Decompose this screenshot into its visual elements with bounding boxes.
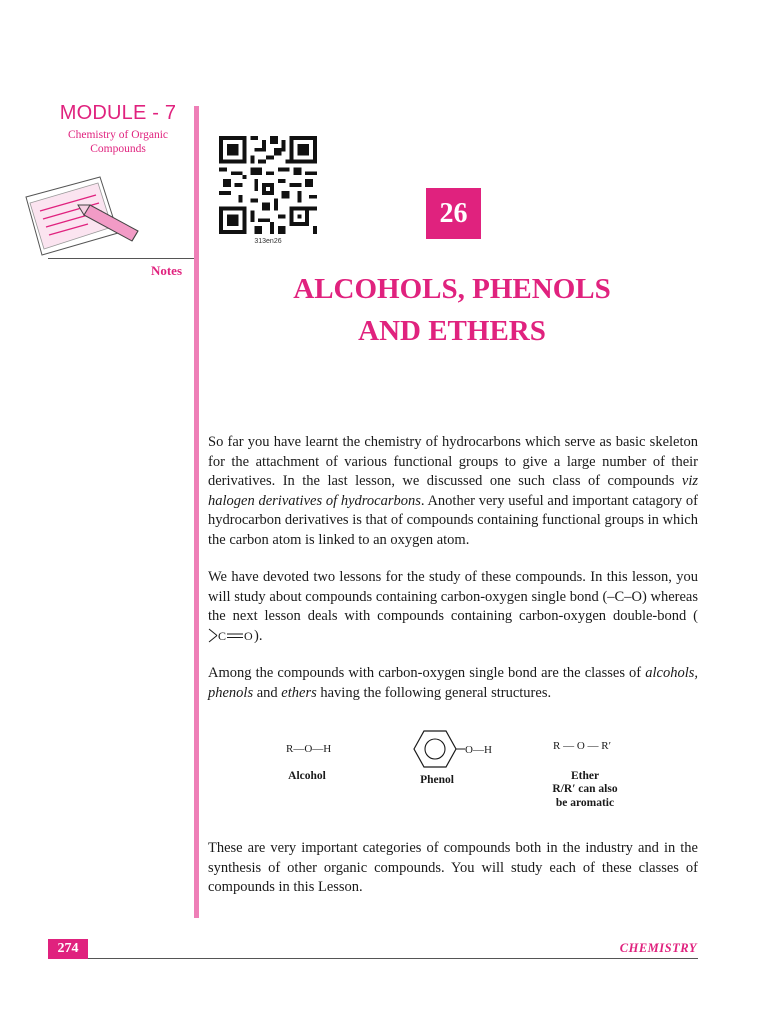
carbonyl-group-icon [208, 628, 254, 643]
alcohol-caption: Alcohol [288, 770, 326, 782]
margin-vertical-bar [194, 106, 199, 918]
lessons-paragraph [208, 568, 698, 646]
emphasis-text: alcohols, phenols [208, 665, 698, 701]
ether-formula: R — O — R′ [553, 740, 612, 752]
paragraph-text: having the following general structures. [316, 684, 552, 701]
classes-paragraph [208, 664, 698, 703]
module-subtitle: Chemistry of Organic Compounds [67, 129, 169, 155]
emphasis-text: ethers [281, 684, 317, 701]
carbonyl-carbon-label: C [218, 628, 227, 643]
paragraph-text: . Another very useful and important catagory of hydrocarbon derivatives is that of compounds containing functional groups in which the carbon atom is linked to an oxygen atom. [208, 492, 698, 548]
footer-divider [88, 958, 698, 959]
qr-code-icon [219, 136, 317, 234]
lesson-title-line-1: ALCOHOLS, PHENOLS [293, 273, 611, 305]
module-title: MODULE - 7 [59, 102, 177, 124]
lesson-number-badge: 26 [426, 188, 481, 239]
phenol-oh-label: O—H [465, 744, 492, 756]
emphasis-text: viz halogen derivatives of hydrocarbons [208, 473, 698, 509]
notepad-pen-icon [18, 175, 146, 267]
paragraph-text: ). [254, 627, 263, 644]
ether-note-line-1: R/R′ can also [552, 783, 618, 795]
ether-caption: Ether [570, 770, 600, 782]
phenol-structure [402, 727, 506, 771]
footer-subject: CHEMISTRY [619, 941, 697, 955]
alcohol-formula: R—O—H [286, 743, 332, 755]
paragraph-text: Among the compounds with carbon-oxygen single bond are the classes of [208, 665, 646, 681]
paragraph-text: and [253, 684, 282, 701]
phenol-caption: Phenol [420, 774, 454, 786]
benzene-ring [414, 731, 456, 767]
lesson-title-line-2: AND ETHERS [358, 315, 546, 347]
paragraph-text: So far you have learnt the chemistry of hydrocarbons which serve as basic skeleton for the attachment of various functional groups to give a large number of their derivatives. In the last lesson, we discussed one such class of compounds [208, 434, 698, 489]
importance-paragraph: These are very important categories of compounds both in the industry and in the synthesis of other organic compounds. You will study each of these classes of compounds in this Lesson. [208, 840, 698, 895]
notes-divider [48, 258, 194, 259]
intro-paragraph [208, 433, 698, 550]
ether-note-line-2: be aromatic [555, 797, 615, 809]
page-number: 274 [48, 939, 88, 959]
qr-caption: 313en26 [254, 238, 282, 245]
carbonyl-oxygen-label: O [244, 628, 253, 643]
notes-label: Notes [150, 263, 182, 278]
paragraph-text: We have devoted two lessons for the study of these compounds. In this lesson, you will study about compounds containing carbon-oxygen single bond (–C–O) whereas the next lesson deals with compounds containing carbon-oxygen double-bond ( [208, 569, 698, 624]
lesson-title [200, 268, 704, 352]
